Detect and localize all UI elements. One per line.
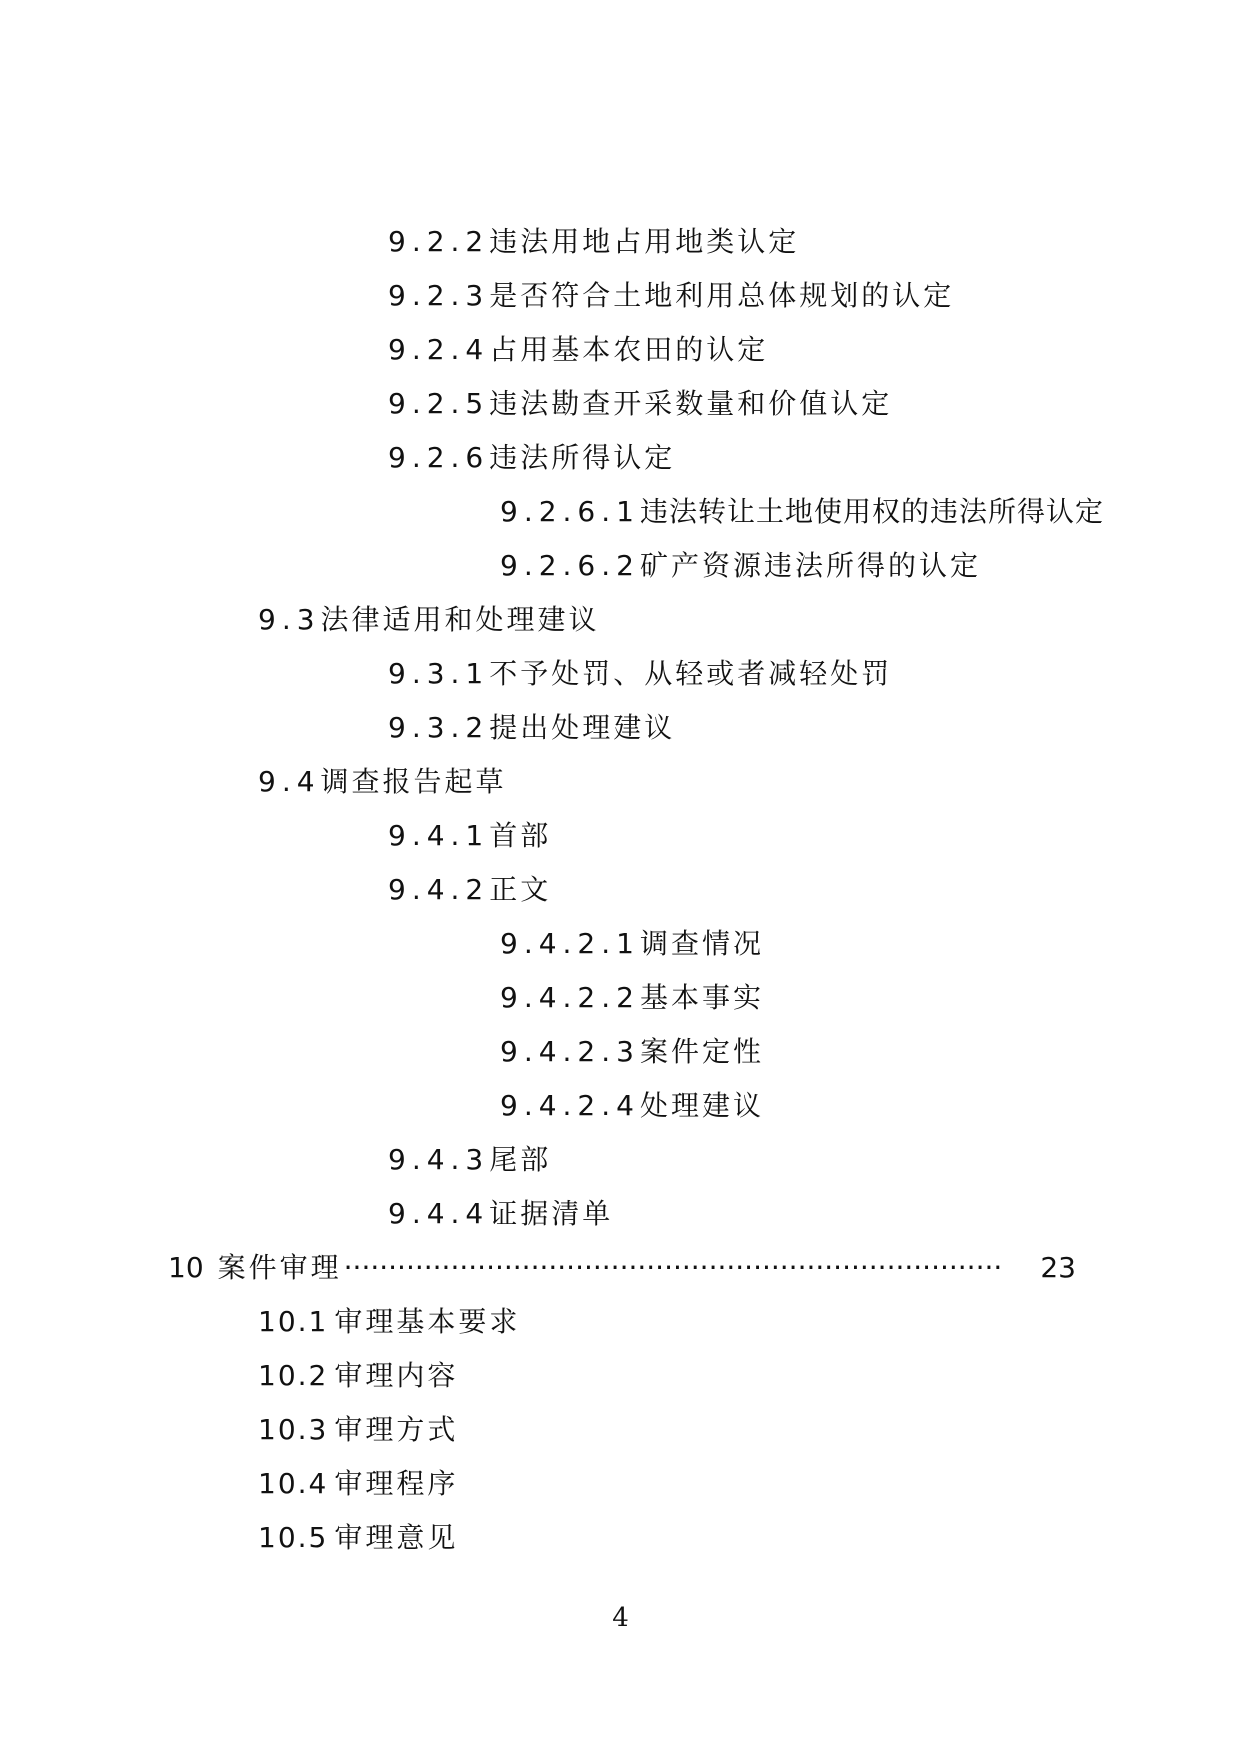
toc-entry-9-2-3[interactable] <box>388 278 954 314</box>
toc-entry-9-2-6[interactable] <box>388 440 675 476</box>
toc-entry-title: 占用基本农田的认定 <box>489 333 769 366</box>
toc-entry-9-4-2-4[interactable] <box>500 1088 764 1124</box>
toc-entry-title: 违法勘查开采数量和价值认定 <box>489 387 893 420</box>
toc-entry-number: 10.4 <box>258 1467 329 1500</box>
toc-entry-9-4-2-3[interactable] <box>500 1034 764 1070</box>
toc-entry-title: 矿产资源违法所得的认定 <box>639 549 981 582</box>
toc-entry-title: 提出处理建议 <box>489 711 676 744</box>
toc-entry-9-2-2[interactable] <box>388 224 799 260</box>
toc-entry-10-3[interactable] <box>258 1412 458 1448</box>
toc-entry-number: 9.4.2.3 <box>500 1035 640 1068</box>
toc-entry-title: 首部 <box>489 819 552 852</box>
toc-entry-title: 证据清单 <box>489 1197 614 1230</box>
toc-entry-title: 调查情况 <box>639 927 764 960</box>
toc-entry-title: 是否符合土地利用总体规划的认定 <box>489 279 955 312</box>
toc-entry-9-3-1[interactable] <box>388 656 892 692</box>
toc-entry-number: 9.4.2.1 <box>500 927 640 960</box>
toc-entry-title: 调查报告起草 <box>320 765 507 798</box>
toc-entry-9-4-2-2[interactable] <box>500 980 764 1016</box>
toc-entry-title: 审理内容 <box>334 1359 459 1392</box>
toc-entry-number: 10.3 <box>258 1413 329 1446</box>
toc-entry-9-2-5[interactable] <box>388 386 892 422</box>
toc-entry-title: 审理程序 <box>334 1467 459 1500</box>
toc-entry-9-4-2[interactable] <box>388 872 551 908</box>
toc-entry-number: 9.4.4 <box>388 1197 490 1230</box>
toc-entry-9-4-2-1[interactable] <box>500 926 764 962</box>
toc-entry-number: 9.2.4 <box>388 333 490 366</box>
toc-entry-9-4-3[interactable] <box>388 1142 551 1178</box>
toc-entry-number: 9.2.6.2 <box>500 549 640 582</box>
toc-entry-number: 10.5 <box>258 1521 329 1554</box>
toc-entry-9-3[interactable] <box>258 602 600 638</box>
toc-entry-number: 9.2.6 <box>388 441 490 474</box>
toc-entry-title: 案件定性 <box>639 1035 764 1068</box>
toc-entry-title: 审理方式 <box>334 1413 459 1446</box>
toc-entry-title: 违法转让土地使用权的违法所得认定 <box>639 495 1104 528</box>
toc-entry-9-2-4[interactable] <box>388 332 768 368</box>
toc-entry-title: 违法用地占用地类认定 <box>489 225 800 258</box>
toc-chapter-10[interactable] <box>168 1250 1076 1286</box>
toc-entry-number: 9.3 <box>258 603 321 636</box>
toc-entry-number: 9.4 <box>258 765 321 798</box>
toc-entry-title: 审理意见 <box>334 1521 459 1554</box>
toc-entry-number: 9.2.2 <box>388 225 490 258</box>
toc-entry-9-3-2[interactable] <box>388 710 675 746</box>
toc-entry-title: 法律适用和处理建议 <box>320 603 600 636</box>
toc-entry-title: 处理建议 <box>639 1089 764 1122</box>
toc-entry-9-4[interactable] <box>258 764 507 800</box>
toc-entry-9-4-1[interactable] <box>388 818 551 854</box>
toc-entry-title: 基本事实 <box>639 981 764 1014</box>
toc-entry-number: 9.3.1 <box>388 657 490 690</box>
toc-entry-10-4[interactable] <box>258 1466 458 1502</box>
toc-entry-number: 9.2.5 <box>388 387 490 420</box>
toc-entry-9-2-6-2[interactable] <box>500 548 981 584</box>
toc-entry-number: 9.2.6.1 <box>500 495 640 528</box>
toc-entry-9-4-4[interactable] <box>388 1196 613 1232</box>
toc-entry-number: 9.2.3 <box>388 279 490 312</box>
toc-entry-number: 9.4.3 <box>388 1143 490 1176</box>
toc-entry-number: 9.4.2.4 <box>500 1089 640 1122</box>
toc-entry-10-1[interactable] <box>258 1304 520 1340</box>
toc-entry-title: 尾部 <box>489 1143 552 1176</box>
toc-chapter-title: 案件审理 <box>217 1251 342 1284</box>
toc-dot-leader: ·········································································· <box>343 1251 1003 1284</box>
toc-entry-title: 正文 <box>489 873 552 906</box>
toc-chapter-page: 23 <box>1040 1251 1076 1284</box>
toc-entry-number: 9.4.2 <box>388 873 490 906</box>
toc-entry-number: 9.4.1 <box>388 819 490 852</box>
toc-chapter-number: 10 <box>168 1251 204 1284</box>
toc-entry-title: 不予处罚、从轻或者减轻处罚 <box>489 657 893 690</box>
toc-entry-number: 9.4.2.2 <box>500 981 640 1014</box>
toc-entry-title: 审理基本要求 <box>334 1305 521 1338</box>
toc-entry-10-5[interactable] <box>258 1520 458 1556</box>
page-number: 4 <box>612 1603 629 1633</box>
toc-entry-number: 10.1 <box>258 1305 329 1338</box>
toc-entry-title: 违法所得认定 <box>489 441 676 474</box>
toc-entry-9-2-6-1[interactable] <box>500 494 1104 530</box>
toc-entry-10-2[interactable] <box>258 1358 458 1394</box>
toc-entry-number: 9.3.2 <box>388 711 490 744</box>
toc-entry-number: 10.2 <box>258 1359 329 1392</box>
